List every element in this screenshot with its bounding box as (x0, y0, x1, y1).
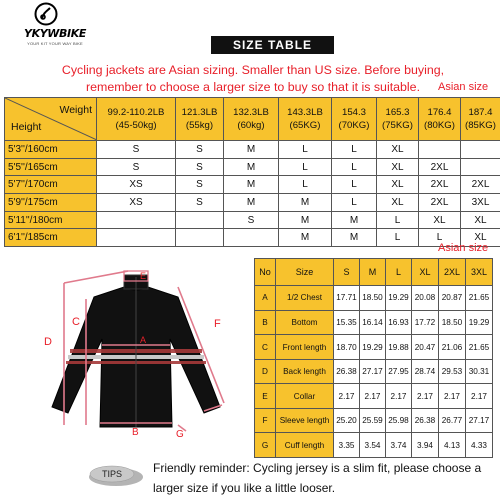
table-row (255, 310, 493, 335)
table-row (255, 359, 493, 384)
size-cell: S (176, 176, 224, 194)
measure-value: 4.13 (439, 433, 466, 458)
weight-height-table (4, 97, 500, 247)
height-cell: 5'3''/160cm (5, 141, 97, 159)
size-cell: XL (377, 141, 419, 159)
measure-value: 3.94 (412, 433, 439, 458)
measurement-header: 2XL (439, 259, 466, 286)
measure-letter: D (255, 359, 276, 384)
size-cell (461, 141, 500, 159)
asian-size-label-2: Asian size (438, 242, 489, 254)
size-cell: XS (97, 176, 176, 194)
measurement-header: No (255, 259, 276, 286)
weight-kg: (60kg) (237, 120, 265, 131)
measure-value: 21.65 (466, 286, 493, 311)
measure-name: Cuff length (276, 433, 334, 458)
measure-value: 2.17 (412, 384, 439, 409)
label-d: D (44, 336, 52, 348)
height-cell: 5'5''/165cm (5, 158, 97, 176)
size-cell: S (176, 141, 224, 159)
size-cell: L (419, 229, 461, 247)
size-cell: L (332, 158, 377, 176)
measure-value: 26.77 (439, 408, 466, 433)
tips-badge (88, 465, 144, 487)
height-cell: 5'7''/170cm (5, 176, 97, 194)
measure-value: 25.20 (334, 408, 360, 433)
size-cell: M (224, 141, 279, 159)
size-cell: M (332, 229, 377, 247)
measure-value: 30.31 (466, 359, 493, 384)
size-cell: L (279, 158, 332, 176)
measure-name: Bottom (276, 310, 334, 335)
size-cell: M (224, 176, 279, 194)
asian-size-label: Asian size (438, 81, 489, 93)
size-cell: XL (461, 229, 500, 247)
weight-kg: (45-50kg) (115, 120, 157, 131)
measure-letter: E (255, 384, 276, 409)
measure-name: 1/2 Chest (276, 286, 334, 311)
measure-value: 21.65 (466, 335, 493, 360)
measure-value: 15.35 (334, 310, 360, 335)
tips-label: TIPS (101, 469, 123, 479)
weight-header-5 (377, 98, 419, 141)
size-cell: 2XL (419, 158, 461, 176)
weight-header-3 (279, 98, 332, 141)
size-cell: M (224, 158, 279, 176)
measurement-header: Size (276, 259, 334, 286)
measure-letter: C (255, 335, 276, 360)
weight-header-4 (332, 98, 377, 141)
label-g: G (176, 429, 184, 437)
measure-value: 25.59 (360, 408, 386, 433)
measure-value: 28.74 (412, 359, 439, 384)
table-row (5, 229, 500, 247)
measure-name: Front length (276, 335, 334, 360)
measurement-header: M (360, 259, 386, 286)
measurement-header-row (255, 259, 493, 286)
weight-lb: 143.3LB (287, 107, 323, 118)
weight-lb: 121.3LB (181, 107, 218, 118)
size-cell (97, 211, 176, 229)
brand-name: YKYWBIKE (24, 27, 86, 40)
measurement-header: XL (412, 259, 439, 286)
size-cell: XL (377, 158, 419, 176)
measure-value: 19.88 (386, 335, 412, 360)
bike-wheel-icon (34, 2, 58, 26)
weight-lb: 187.4 (468, 107, 493, 118)
measure-value: 26.38 (334, 359, 360, 384)
measurement-header: S (334, 259, 360, 286)
size-cell: L (332, 194, 377, 212)
weight-lb: 176.4 (427, 107, 452, 118)
weight-header-7 (461, 98, 500, 141)
table-row (255, 384, 493, 409)
size-cell: S (224, 211, 279, 229)
size-cell: L (377, 229, 419, 247)
brand-tagline: YOUR KIT YOUR WAY BIKE (27, 41, 83, 46)
weight-lb: 165.3 (385, 107, 410, 118)
measure-letter: B (255, 310, 276, 335)
measure-value: 18.50 (439, 310, 466, 335)
measure-letter: G (255, 433, 276, 458)
table-row (5, 176, 500, 194)
measure-value: 19.29 (466, 310, 493, 335)
measure-value: 16.14 (360, 310, 386, 335)
size-cell: XL (419, 211, 461, 229)
measure-value: 29.53 (439, 359, 466, 384)
sizing-warning: Cycling jackets are Asian sizing. Smaller than US size. Before buying, remember to choose a larger size to buy so that it is suitable. (61, 63, 445, 94)
measure-letter: A (255, 286, 276, 311)
measure-value: 20.08 (412, 286, 439, 311)
measure-value: 19.29 (360, 335, 386, 360)
weight-lb: 99.2-110.2LB (107, 107, 165, 118)
weight-lb: 154.3 (341, 107, 366, 118)
label-f: F (214, 318, 221, 330)
label-c: C (72, 316, 80, 328)
measure-value: 18.70 (334, 335, 360, 360)
measure-value: 3.74 (386, 433, 412, 458)
size-cell: XL (377, 176, 419, 194)
size-cell: M (224, 194, 279, 212)
table-row (5, 211, 500, 229)
measure-value: 19.29 (386, 286, 412, 311)
size-cell: M (332, 211, 377, 229)
measure-value: 2.17 (334, 384, 360, 409)
size-cell: S (97, 141, 176, 159)
height-cell: 6'1''/185cm (5, 229, 97, 247)
table-row (255, 335, 493, 360)
measure-value: 17.72 (412, 310, 439, 335)
measure-value: 16.93 (386, 310, 412, 335)
size-cell (176, 211, 224, 229)
size-cell: S (176, 158, 224, 176)
measure-value: 27.17 (466, 408, 493, 433)
size-cell: 3XL (461, 194, 500, 212)
back-length-top (64, 271, 128, 283)
size-cell: L (377, 211, 419, 229)
weight-header-1 (176, 98, 224, 141)
size-cell (176, 229, 224, 247)
measure-letter: F (255, 408, 276, 433)
measure-value: 3.54 (360, 433, 386, 458)
size-cell: M (279, 229, 332, 247)
size-cell: M (279, 211, 332, 229)
size-cell: 2XL (419, 194, 461, 212)
measure-value: 2.17 (439, 384, 466, 409)
size-cell: M (279, 194, 332, 212)
size-cell: 2XL (461, 176, 500, 194)
weight-header-2 (224, 98, 279, 141)
label-a: A (140, 335, 147, 345)
weight-kg: (85KG) (465, 120, 496, 131)
table-corner (5, 98, 97, 141)
measure-value: 18.50 (360, 286, 386, 311)
table-row (255, 433, 493, 458)
measure-value: 3.35 (334, 433, 360, 458)
brand-logo (8, 2, 100, 48)
measurement-table (254, 258, 493, 458)
size-cell: S (176, 194, 224, 212)
size-cell: L (279, 176, 332, 194)
size-cell: 2XL (419, 176, 461, 194)
label-b: B (132, 427, 139, 437)
weight-lb: 132.3LB (233, 107, 269, 118)
height-cell: 5'9''/175cm (5, 194, 97, 212)
measure-value: 17.71 (334, 286, 360, 311)
measure-value: 2.17 (386, 384, 412, 409)
measure-value: 25.98 (386, 408, 412, 433)
table-row (255, 408, 493, 433)
size-cell (461, 158, 500, 176)
weight-kg: (55kg) (185, 120, 214, 131)
measure-name: Sleeve length (276, 408, 334, 433)
table-row (5, 158, 500, 176)
size-cell (97, 229, 176, 247)
table-row (5, 141, 500, 159)
measurement-header: 3XL (466, 259, 493, 286)
table-row (255, 286, 493, 311)
height-cell: 5'11''/180cm (5, 211, 97, 229)
weight-kg: (70KG) (338, 120, 370, 131)
table-row (5, 194, 500, 212)
measure-value: 2.17 (466, 384, 493, 409)
label-e: E (140, 271, 147, 281)
size-cell: L (279, 141, 332, 159)
measure-name: Back length (276, 359, 334, 384)
size-table-banner: SIZE TABLE (211, 36, 334, 54)
friendly-reminder: Friendly reminder: Cycling jersey is a slim fit, please choose a larger size if you like a little looser. (153, 461, 482, 495)
size-cell: L (332, 176, 377, 194)
weight-header-0 (97, 98, 176, 141)
measurement-header: L (386, 259, 412, 286)
measure-name: Collar (276, 384, 334, 409)
weight-label: Weight (59, 104, 92, 116)
height-label: Height (11, 121, 42, 133)
size-cell: XL (377, 194, 419, 212)
measure-value: 27.95 (386, 359, 412, 384)
measure-value: 26.38 (412, 408, 439, 433)
size-cell: XS (97, 194, 176, 212)
weight-kg: (75KG) (382, 120, 413, 131)
size-cell (224, 229, 279, 247)
weight-header-6 (419, 98, 461, 141)
weight-kg: (80KG) (424, 120, 455, 131)
measure-value: 4.33 (466, 433, 493, 458)
measure-value: 21.06 (439, 335, 466, 360)
measure-value: 20.87 (439, 286, 466, 311)
size-cell (419, 141, 461, 159)
measure-value: 2.17 (360, 384, 386, 409)
measure-value: 27.17 (360, 359, 386, 384)
measure-value: 20.47 (412, 335, 439, 360)
size-cell: S (97, 158, 176, 176)
size-cell: XL (461, 211, 500, 229)
weight-kg: (65KG) (289, 120, 321, 131)
size-cell: L (332, 141, 377, 159)
jacket-diagram (28, 257, 242, 437)
